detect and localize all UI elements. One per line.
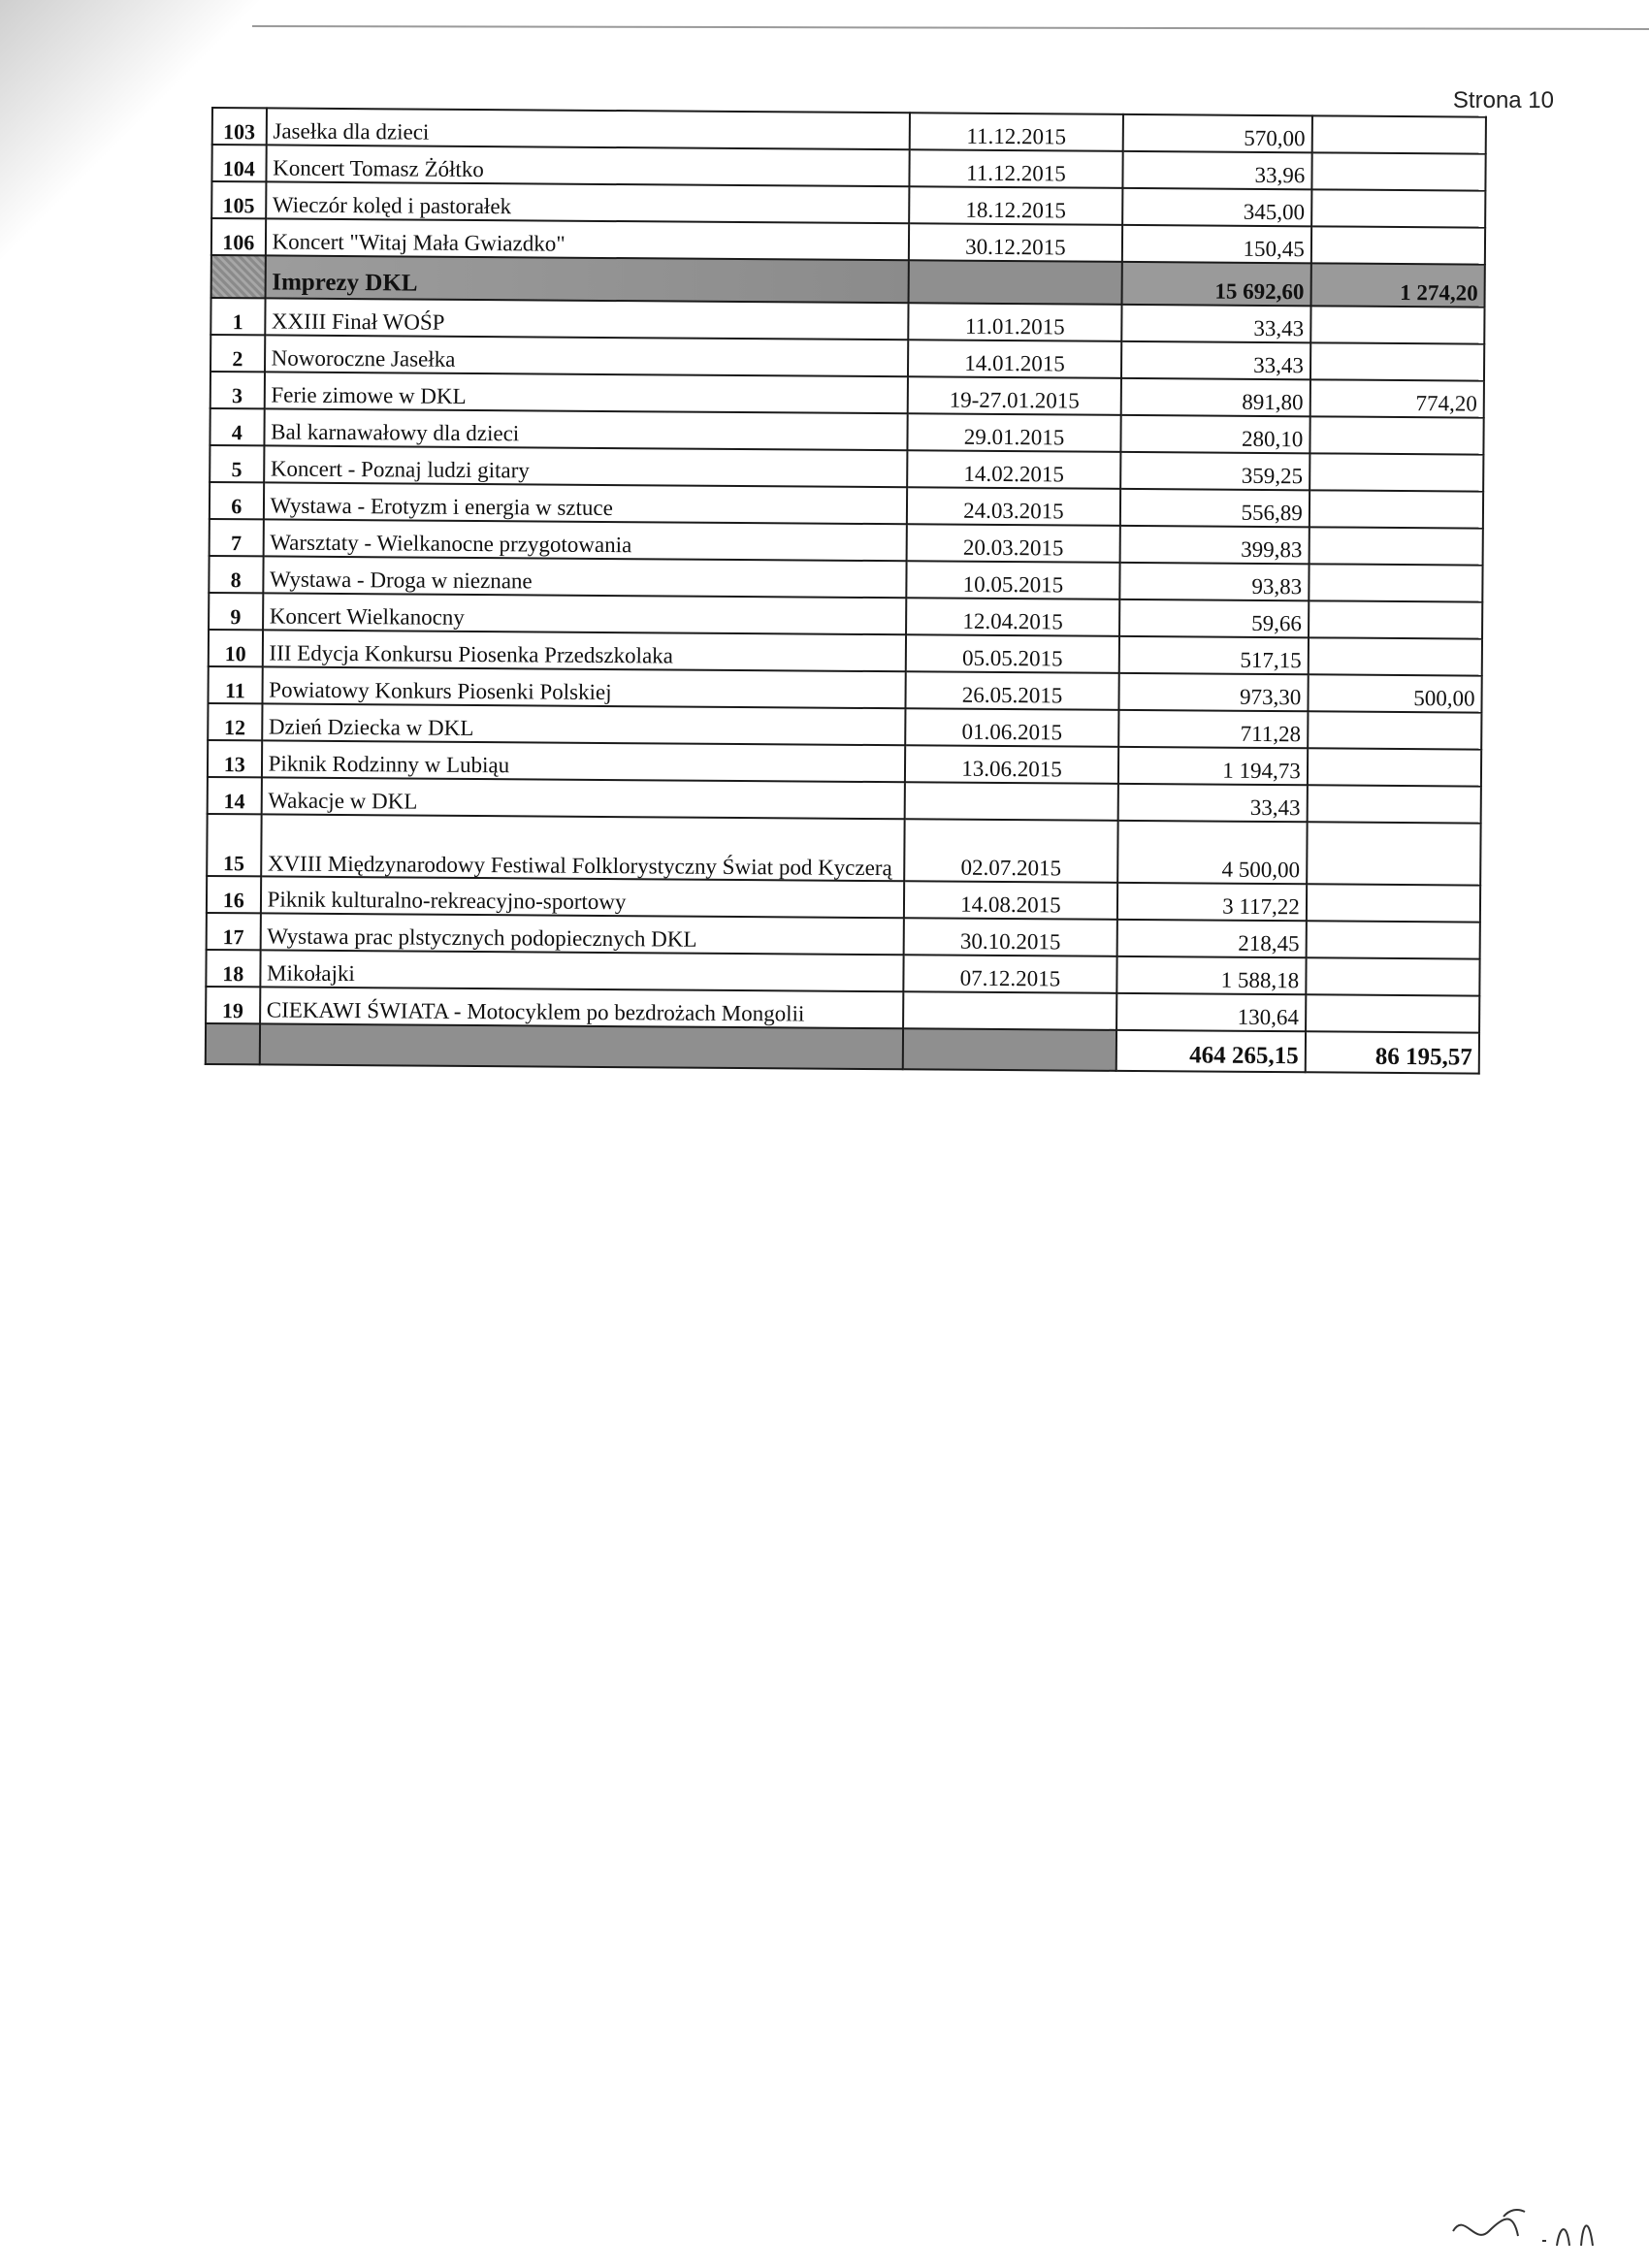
event-amount: 4 500,00 <box>1117 821 1307 884</box>
event-extra-amount <box>1307 785 1480 823</box>
event-name: Ferie zimowe w DKL <box>264 372 907 413</box>
handwritten-signature <box>1445 2192 1620 2260</box>
page-number: Strona 10 <box>1452 87 1554 113</box>
event-extra-amount <box>1306 921 1479 958</box>
row-number: 2 <box>210 335 265 372</box>
event-date: 14.08.2015 <box>904 881 1118 920</box>
total-label-cell <box>259 1023 902 1069</box>
row-number: 9 <box>209 593 263 630</box>
total-number-cell <box>206 1023 260 1064</box>
event-date: 14.02.2015 <box>907 450 1121 489</box>
event-date: 30.10.2015 <box>903 918 1117 956</box>
event-name: Dzień Dziecka w DKL <box>262 703 905 745</box>
row-number: 105 <box>211 181 266 218</box>
row-number: 8 <box>209 556 263 593</box>
events-cost-table <box>205 107 1487 1075</box>
event-name: Wakacje w DKL <box>261 777 904 819</box>
event-amount: 130,64 <box>1116 993 1306 1031</box>
event-date: 10.05.2015 <box>906 561 1120 599</box>
total-date-cell <box>903 1028 1117 1071</box>
event-amount: 570,00 <box>1123 114 1312 152</box>
event-extra-amount: 774,20 <box>1310 379 1483 417</box>
event-amount: 973,30 <box>1119 673 1309 711</box>
event-name: Koncert - Poznaj ludzi gitary <box>264 445 907 487</box>
event-date: 05.05.2015 <box>906 634 1120 673</box>
event-date: 11.01.2015 <box>908 303 1122 341</box>
row-number: 7 <box>210 519 264 556</box>
event-amount: 1 588,18 <box>1116 956 1306 994</box>
event-amount: 556,89 <box>1120 489 1310 527</box>
page-edge-line <box>252 25 1649 30</box>
row-number: 12 <box>208 703 262 740</box>
event-name: Wystawa - Erotyzm i energia w sztuce <box>263 482 906 524</box>
event-date: 29.01.2015 <box>907 413 1121 452</box>
event-extra-amount <box>1310 490 1483 528</box>
row-number: 5 <box>210 445 264 482</box>
event-amount: 33,43 <box>1118 784 1308 822</box>
event-name: Mikołajki <box>260 950 903 991</box>
event-date: 07.12.2015 <box>903 955 1117 993</box>
total-amount: 464 265,15 <box>1116 1030 1306 1072</box>
row-number: 17 <box>207 913 261 950</box>
row-number: 18 <box>206 950 260 987</box>
event-amount: 1 194,73 <box>1118 747 1308 785</box>
event-amount: 280,10 <box>1121 415 1310 453</box>
event-amount: 93,83 <box>1119 563 1309 600</box>
event-name: Koncert "Witaj Mała Gwiazdko" <box>265 218 908 260</box>
event-extra-amount <box>1311 226 1485 264</box>
event-name: XVIII Międzynarodowy Festiwal Folklorystyczny Świat pod Kyczerą <box>261 814 905 881</box>
row-number: 103 <box>212 108 267 145</box>
row-number: 104 <box>211 145 266 181</box>
event-extra-amount <box>1308 748 1481 786</box>
event-name: CIEKAWI ŚWIATA - Motocyklem po bezdrożach Mongolii <box>260 987 903 1028</box>
section-amount: 15 692,60 <box>1122 262 1311 306</box>
row-number: 10 <box>209 630 263 666</box>
event-name: Powiatowy Konkurs Piosenki Polskiej <box>262 666 905 708</box>
event-extra-amount: 500,00 <box>1308 674 1481 712</box>
row-number: 14 <box>208 777 262 814</box>
event-name: Wieczór kolęd i pastorałek <box>266 181 909 223</box>
event-amount: 33,96 <box>1123 151 1312 189</box>
event-amount: 3 117,22 <box>1117 883 1307 921</box>
row-number: 13 <box>208 740 262 777</box>
event-extra-amount <box>1308 711 1481 749</box>
event-amount: 33,43 <box>1121 341 1310 379</box>
event-date: 12.04.2015 <box>906 598 1120 636</box>
event-extra-amount <box>1306 994 1479 1032</box>
event-amount: 399,83 <box>1120 526 1310 564</box>
row-number: 19 <box>206 987 260 1023</box>
total-row <box>206 1023 1479 1074</box>
event-date: 13.06.2015 <box>905 745 1119 784</box>
event-name: Bal karnawałowy dla dzieci <box>264 408 907 450</box>
total-extra-amount: 86 195,57 <box>1306 1031 1480 1073</box>
event-date: 20.03.2015 <box>906 524 1120 563</box>
event-date <box>904 782 1118 821</box>
event-date: 14.01.2015 <box>908 340 1122 378</box>
event-amount: 33,43 <box>1121 305 1310 342</box>
event-extra-amount <box>1310 306 1484 343</box>
section-extra-amount: 1 274,20 <box>1310 263 1485 307</box>
event-date <box>903 991 1117 1030</box>
event-amount: 59,66 <box>1119 599 1309 637</box>
table-row <box>207 814 1480 886</box>
event-amount: 711,28 <box>1118 710 1308 748</box>
row-number: 1 <box>210 298 265 335</box>
event-extra-amount <box>1309 527 1482 565</box>
event-extra-amount <box>1309 564 1482 601</box>
event-extra-amount <box>1310 416 1483 454</box>
event-extra-amount <box>1311 152 1485 190</box>
event-extra-amount <box>1306 957 1479 995</box>
event-amount: 359,25 <box>1120 452 1310 490</box>
event-name: Wystawa prac plstycznych podopiecznych DKL <box>260 913 903 955</box>
event-name: Warsztaty - Wielkanocne przygotowania <box>263 519 906 561</box>
row-number: 3 <box>210 372 265 408</box>
event-amount: 150,45 <box>1122 225 1311 263</box>
event-amount: 218,45 <box>1117 920 1307 957</box>
event-extra-amount <box>1311 189 1485 227</box>
event-amount: 891,80 <box>1121 378 1310 416</box>
event-name: Koncert Wielkanocny <box>263 593 906 634</box>
section-title: Imprezy DKL <box>265 255 908 303</box>
event-extra-amount <box>1307 884 1480 922</box>
event-name: Piknik kulturalno-rekreacyjno-sportowy <box>261 876 904 918</box>
row-number: 11 <box>208 666 262 703</box>
event-name: III Edycja Konkursu Piosenka Przedszkolaka <box>262 630 905 671</box>
event-name: Piknik Rodzinny w Lubiąu <box>262 740 905 782</box>
event-date: 26.05.2015 <box>905 671 1119 710</box>
row-number: 106 <box>211 218 266 255</box>
event-date: 24.03.2015 <box>907 487 1121 526</box>
event-date: 18.12.2015 <box>909 186 1123 225</box>
event-name: XXIII Finał WOŚP <box>265 298 908 340</box>
event-name: Noworoczne Jasełka <box>265 335 908 376</box>
event-amount: 517,15 <box>1119 636 1309 674</box>
events-table-body <box>206 108 1486 1074</box>
event-extra-amount <box>1307 822 1481 885</box>
event-date: 11.12.2015 <box>909 113 1123 151</box>
event-extra-amount <box>1309 600 1482 638</box>
row-number: 15 <box>207 814 261 876</box>
report-sheet <box>205 107 1502 1075</box>
event-name: Koncert Tomasz Żółtko <box>266 145 909 186</box>
event-name: Jasełka dla dzieci <box>266 108 909 149</box>
row-number: 4 <box>210 408 264 445</box>
event-name: Wystawa - Droga w nieznane <box>263 556 906 598</box>
event-date: 11.12.2015 <box>909 149 1123 188</box>
event-extra-amount <box>1310 453 1483 491</box>
event-date: 19-27.01.2015 <box>907 376 1121 415</box>
row-number: 6 <box>210 482 264 519</box>
section-number-cell <box>211 255 266 298</box>
event-date: 01.06.2015 <box>905 708 1119 747</box>
event-amount: 345,00 <box>1122 188 1311 226</box>
section-date-cell <box>908 260 1122 305</box>
event-extra-amount <box>1311 115 1485 153</box>
event-date: 02.07.2015 <box>904 819 1118 883</box>
event-extra-amount <box>1309 637 1482 675</box>
event-date: 30.12.2015 <box>909 223 1123 262</box>
event-extra-amount <box>1310 342 1484 380</box>
row-number: 16 <box>207 876 261 913</box>
